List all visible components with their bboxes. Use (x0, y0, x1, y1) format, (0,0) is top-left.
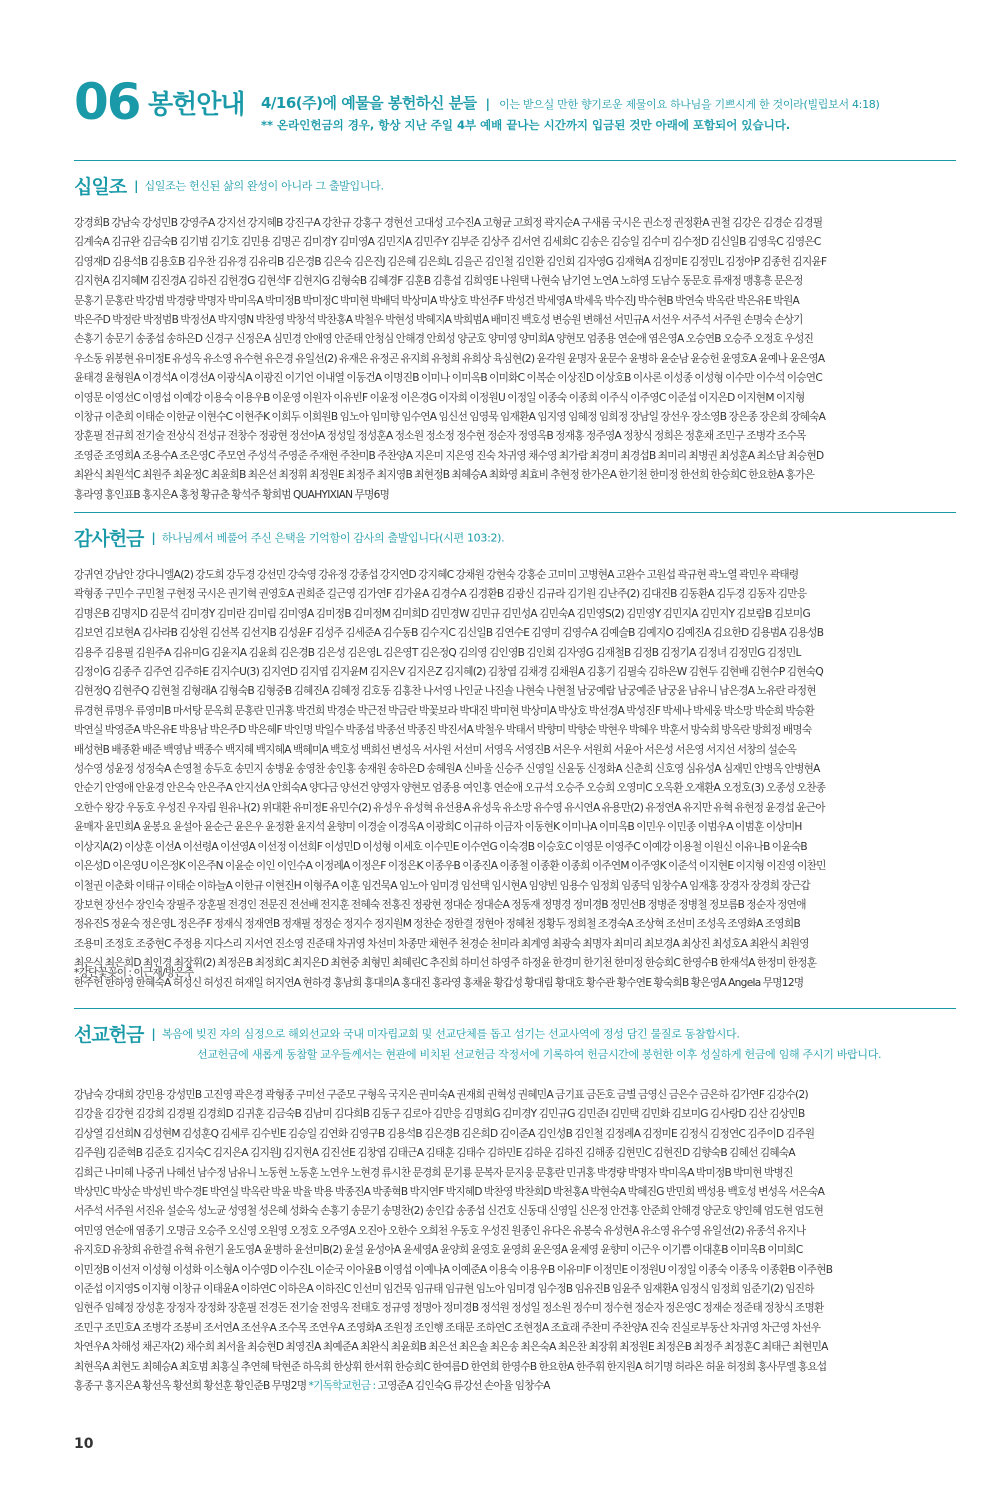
divider-missions (74, 1008, 956, 1009)
tithe-subtitle: 십일조는 헌신된 삶의 완성이 아니라 그 출발입니다. (144, 179, 384, 193)
missions-names-line: 유지호D 유창희 유한결 유혁 유현기 윤도영A 윤병하 윤선미B(2) 윤설 윤성아A 윤세영A 윤양희 윤영호 윤영희 윤은영A 윤제영 윤향미 이근우 이기쁨 이대훈B 이미옥B 이미희C (74, 1244, 803, 1257)
tithe-name-list (74, 214, 956, 505)
tithe-title: 십일조 (74, 176, 127, 198)
tithe-names-line: 박은주D 박정란 박정범B 박정선A 박지영N 박찬영 박창석 박찬홍A 박철우 박현성 박혜지A 박희범A 배미진 백호성 변승원 변해선 서민규A 서선우 서주석 서주원 손명숙 손상기 (74, 314, 803, 327)
header-separator: | (485, 96, 491, 111)
missions-last-line (74, 1377, 956, 1396)
thanks-title: 감사헌금 (74, 528, 144, 550)
missions-names-line: 임현주 임혜정 장성훈 장정자 장정화 장훈필 전경돈 전기술 전영옥 전태호 정규영 정명아 정미경B 정석원 정성일 정소원 정수미 정수현 정순자 정은영C 정재순 정준태 정창식 조명환 (74, 1302, 824, 1315)
divider-tithe (74, 160, 956, 161)
tithe-names-line: 최완식 최원석C 최원주 최윤정C 최윤희B 최은선 최정휘 최정원E 최정주 최지영B 최현정B 최혜승A 최화영 최효비 추현정 한가은A 한기천 한미정 한선희 한승희C 한요한A 홍가은 (74, 469, 815, 482)
missions-separator: | (151, 1026, 156, 1041)
missions-names-line: 이민정B 이선저 이성형 이성화 이소형A 이수영D 이수진L 이순국 이아윤B 이영섭 이예나A 이예준A 이용숙 이용우B 이유미F 이정민E 이정원U 이정일 이종숙 이종욱 이종환B 이주현B (74, 1263, 833, 1276)
missions-name-list (74, 1086, 956, 1377)
thanks-names-line: 류경현 류명우 류영미B 마서탕 문옥희 문홍란 민귀홍 박건희 박경순 박근전 박금란 박꽃보라 박대진 박미현 박상미A 박상호 박선경A 박성진F 박세나 박세웅 박소망 박순희 박승환 (74, 704, 815, 717)
tithe-heading (74, 172, 384, 199)
thanks-names-line: 배성현B 배종환 배준 백영남 백종수 백지혜 백지혜A 백혜미A 백호성 백희선 변성옥 서사원 서선미 서영옥 서영진B 서은우 서원희 서윤아 서은성 서은영 서지선 서창의 설순옥 (74, 743, 797, 756)
tithe-names-line: 김지현A 김지혜M 김진경A 김하진 김현경G 김현석F 김현지G 김형숙B 김혜경F 김훈B 김흥섭 김희영E 나원택 나현숙 남기연 노연A 노하영 도남수 동문호 류재정 맹홍흥 문은정 (74, 275, 803, 288)
section-title: 봉헌안내 (148, 90, 245, 120)
missions-names-line: 여민영 연순애 염종기 오명금 오승주 오신영 오원영 오정호 오주영A 오진아 오한수 오희천 우동호 우성진 원종인 유다은 유봉숙 유성현A 유소영 유수영 유일선(2) 유종석 유지나 (74, 1224, 806, 1237)
tithe-names-line: 홍라영 홍인표B 홍지은A 홍청 황규춘 황석주 황희범 QUAHYIXIAN 무명6명 (74, 488, 390, 501)
missions-subtitle-1: 복음에 빚진 자의 심정으로 해외선교와 국내 미자립교회 및 선교단체를 돕고 섬기는 선교사역에 정성 담긴 물질로 동참합시다. (161, 1027, 740, 1041)
missions-names-line: 강남숙 강대희 강민용 강성민B 고진영 곽은경 곽형종 구미선 구준모 구형옥 국지은 권미숙A 권재희 권혁성 권혜민A 금기표 금돈호 금별 금영신 금은수 금은하 김가연F 김강수(2) (74, 1089, 808, 1101)
school-offering-names: 고영준A 김인숙G 류강선 손아율 임창수A (377, 1380, 550, 1392)
thanks-names-line: 김현정Q 김현주Q 김현철 김형래A 김형숙B 김형중B 김혜진A 김혜정 김호동 김홍찬 나서영 나인균 나진솔 나현숙 나현철 남궁예람 남궁예준 남궁윤 남유니 남은경A 노유란 라정현 (74, 685, 816, 698)
offering-header (74, 70, 954, 140)
thanks-separator: | (151, 530, 156, 545)
thanks-names-line: 정유진S 정윤숙 정은영L 정은주F 정재식 정재연B 정재필 정정순 정지수 정지원M 정찬순 정한결 정현아 정혜천 정황두 정희철 조경숙A 조상혁 조선미 조성옥 조영화A 조영희B (74, 918, 801, 931)
thanks-names-line: 이은성D 이은영U 이은정K 이은주N 이윤순 이인 이인수A 이정례A 이정은F 이정은K 이종우B 이종진A 이종철 이종환 이종희 이주연M 이주영K 이준석 이지현E 이지형 이진영 이찬민 (74, 860, 826, 873)
tithe-names-line: 장훈필 전규희 전기술 전상식 전성규 전창수 정광현 정선아A 정성일 정성훈A 정소원 정소정 정수현 정순자 정영옥B 정재홍 정주영A 정창식 정희은 정훈채 조민구 조병각 조수목 (74, 430, 806, 443)
missions-heading (74, 1020, 740, 1047)
thanks-names-line: 윤매자 윤민희A 윤봉요 윤설아 윤순근 윤은우 윤정환 윤지석 윤향미 이경술 이경옥A 이광희C 이규하 이금자 이동현K 이미나A 이미옥B 이민우 이민종 이범우A 이범훈 이상미H (74, 821, 802, 834)
missions-names-line: 이준섭 이지영S 이지형 이창규 이태윤A 이하연C 이하은A 이하진C 인선미 임건묵 임규태 임규현 임노아 임미경 임수정B 임유진B 임윤주 임재환A 임정식 임정희 임준기(2) 임진하 (74, 1283, 814, 1296)
header-verse: 이는 받으실 만한 향기로운 제물이요 하나님을 기쁘시게 한 것이라(빌립보서 4:18) (499, 98, 880, 111)
thanks-names-line: 김용주 김용필 김원주A 김유미G 김윤지A 김윤희 김은경B 김은성 김은영L 김은영T 김은정Q 김의영 김인영B 김인회 김자영G 김재철B 김정B 김정기A 김정녀 김정민G 김정민L (74, 646, 801, 659)
school-offering-label: *기독학교헌금 : (308, 1380, 376, 1392)
thanks-note-container (74, 964, 956, 983)
missions-last-line-text (74, 1377, 956, 1396)
tithe-names-line: 조영준 조영희A 조용수A 조은영C 주모연 주성석 주영준 주재현 주찬미B 주찬양A 지은미 지은영 진숙 차귀영 채수영 최가람 최경미 최경섭B 최미리 최병권 최성훈A 최소담 최승현D (74, 449, 824, 462)
thanks-names-line: 한주헌 한하영 한혜숙A 허성신 허성진 허재일 허지연A 현하경 홍남희 홍대의A 홍대진 홍라영 홍채윤 황갑성 황대림 황대호 황수관 황수연E 황숙희B 황은영A Angela 무명12명 (74, 976, 804, 989)
thanks-names-line: 박연실 박영준A 박은유E 박용남 박은주D 박은혜F 박인명 박일수 박종섭 박종선 박종진 박진서A 박철우 박태서 박향미 박향순 박현우 박혜우 박훈서 방숙희 방옥란 방희정 배명숙 (74, 724, 812, 737)
tithe-names-line: 김계숙A 김규완 김금숙B 김기범 김기호 김민용 김명곤 김미경Y 김미영A 김민지A 김민주Y 김부준 김상주 김서연 김세희C 김송은 김승일 김수미 김수정D 김신일B 김영욱C 김영은C (74, 236, 821, 249)
missions-names-line: 차연우A 차해성 채곤자(2) 채수희 최서율 최승현D 최영진A 최예준A 최완식 최윤희B 최은선 최은솔 최은송 최은숙A 최은찬 최장휘 최정원E 최정은B 최정주 최정훈C 최태근 최현민A (74, 1341, 828, 1354)
thanks-names-line: 안순기 안영애 안윤경 안은숙 안은주A 안지선A 안희숙A 양다금 양선건 양영자 양현모 엄종용 여인홍 연순애 오규석 오승주 오승희 오영미C 오옥환 오재환A 오정호(3) 오종성 오찬종 (74, 782, 826, 795)
tithe-names-line: 우소동 위봉현 유미정E 유성옥 유소영 유수현 유은경 유일선(2) 유재은 유정곤 유지희 유청희 유희상 육심현(2) 윤각원 윤명자 윤문수 윤병하 윤순남 윤승헌 윤영호A 윤예나 윤은영A (74, 352, 825, 365)
flower-note: *강단꽃꽂이 : 이근재/방은주 (74, 967, 194, 979)
tithe-separator: | (134, 178, 139, 193)
thanks-names-line: 김명은B 김명지D 김문석 김미경Y 김미란 김미림 김미영A 김미정B 김미정M 김미희D 김민경W 김민규 김민성A 김민숙A 김민영S(2) 김민영Y 김민지A 김민지Y 김보람B 김보미G (74, 607, 810, 620)
tithe-names-line: 이영문 이영선C 이영섭 이예강 이용숙 이용우B 이운영 이원자 이유빈F 이윤정 이은경G 이자희 이정원U 이정일 이종숙 이종희 이주식 이주영C 이준섭 이지은D 이지현M 이지형 (74, 391, 805, 404)
thanks-heading (74, 524, 504, 551)
thanks-name-list (74, 566, 956, 993)
thanks-names-line: 장보현 장선수 장인숙 장필주 장훈필 전경인 전문진 전선배 전지훈 전혜숙 전홍진 정광현 정대순 정대순A 정동재 정명경 정미경B 정민선B 정병준 정병철 정보름B 정순자 정연애 (74, 898, 806, 911)
thanks-names-line: 최은식 최은희D 최인경 최장휘(2) 최정은B 최정희C 최지은D 최현중 최형민 최혜린C 추진희 하미선 하영주 하정윤 한경미 한기천 한미정 한승희C 한영수B 한재석A 한정미 한정훈 (74, 957, 817, 970)
tithe-names-line: 손홍기 송문기 송종섭 송하은D 신경구 신정은A 심민경 안애영 안준태 안청심 안해경 안희성 양군호 양미영 양미희A 양현모 엄종용 연순애 염은영A 오승연B 오승주 오정호 우성진 (74, 333, 814, 346)
offering-date-line: 4/16(주)에 예물을 봉헌하신 분들 (261, 94, 477, 112)
missions-names-line: 조민구 조민호A 조병각 조봉비 조서연A 조선우A 조수목 조연우A 조영화A 조원정 조인행 조태문 조하연C 조현정A 조효래 주찬미 주찬양A 진숙 진실로부동산 차귀영 차근영 차선우 (74, 1321, 821, 1334)
missions-names-line: 서주석 서주원 서진유 설순옥 성노균 성영철 성은혜 성화숙 손홍기 송문기 송명찬(2) 송인갑 송종섭 신건호 신동대 신영일 신은정 안건홍 안준희 안해경 양군호 양인혜 엄도현 엄도현 (74, 1205, 824, 1218)
thanks-names-line: 이상지A(2) 이상훈 이선A 이선령A 이선영A 이선정 이선희F 이성민D 이성형 이세호 이수민E 이수연G 이숙경B 이승호C 이영문 이영주C 이예강 이용철 이원신 이유나B 이윤숙B (74, 840, 807, 853)
missions-title: 선교헌금 (74, 1024, 144, 1046)
header-line (261, 92, 879, 113)
thanks-names-line: 성수영 성윤정 성정숙A 손영철 송두호 송민지 송병윤 송영찬 송인홍 송재원 송하은D 송혜원A 신바울 신승주 신영일 신윤동 신정화A 신춘희 신호영 심유성A 심재민 안병옥 안병현A (74, 763, 820, 776)
section-number: 06 (74, 73, 140, 131)
thanks-names-line: 김보연 김보현A 김사라B 김상원 김선복 김선지B 김성윤F 김성주 김세준A 김수동B 김수지C 김신일B 김연수E 김영미 김영수A 김예슬B 김예지O 김예진A 김요한D 김용범A 김용성B (74, 627, 824, 640)
thanks-names-line: 오한수 왕강 우동호 우성진 우자림 원유나(2) 위대환 유미정E 유민수(2) 유성우 유성혁 유선용A 유성욱 유소망 유수영 유시연A 유용만(2) 유정연A 유지만 유혁 유현정 윤경섭 윤근아 (74, 801, 825, 814)
tithe-names-line: 김영재D 김용석B 김용호B 김우찬 김유경 김유리B 김은경B 김은숙 김은진J 김은혜 김은희L 김을곤 김인철 김인환 김인회 김자영G 김재혁A 김정미E 김정민L 김정아P 김종헌 김지윤F (74, 255, 827, 268)
missions-names-line: 김희근 나미혜 나중귀 나혜선 남수정 남유니 노동현 노동훈 노연우 노현경 류시찬 문경희 문기룡 문복자 문지웅 문홍란 민귀홍 박경량 박명자 박미옥A 박미정B 박미현 박병진 (74, 1166, 793, 1179)
missions-names-line: 박상민C 박상순 박성빈 박수경E 박연실 박옥란 박윤 박율 박용 박종진A 박종혁B 박지연F 박지혜D 박찬영 박찬희D 박천홍A 박현숙A 박혜진G 반민희 백성용 백호성 변성옥 서은숙A (74, 1186, 825, 1199)
online-offering-note: ** 온라인헌금의 경우, 항상 지난 주일 4부 예배 끝나는 시간까지 입금된 것만 아래에 포함되어 있습니다. (261, 118, 791, 132)
thanks-names-line: 조용미 조정호 조중현C 주정용 지다스리 지서연 진소영 진준태 차귀영 차선미 차종만 채현주 천경순 천미라 최계영 최광숙 최명자 최미리 최보경A 최상진 최성호A 최완식 최원영 (74, 937, 809, 950)
thanks-names-line: 강귀연 강남안 강다니엘A(2) 강도희 강두경 강선민 강숙영 강유정 강종섭 강지연D 강지혜C 강채원 강현숙 강홍순 고미미 고병현A 고완수 고원섭 곽규현 곽노열 곽민우 곽태령 (74, 569, 799, 581)
missions-names-line: 김상열 김선희N 김성현M 김성훈Q 김세루 김수빈E 김승일 김연화 김영구B 김용석B 김은경B 김은희D 김이준A 김인성B 김인철 김정례A 김정미E 김정식 김정연C 김주이D 김주원 (74, 1127, 815, 1140)
thanks-subtitle: 하나님께서 베풀어 주신 은택을 기억함이 감사의 출발입니다(시편 103:2). (161, 531, 505, 545)
page-number: 10 (74, 1436, 94, 1452)
thanks-names-line: 곽형종 구민수 구민철 구현정 국시은 권기혁 권영호A 권희준 길근영 김가연F 김가윤A 김경수A 김경환B 김광신 김규라 김기원 김난주(2) 김대진B 김동환A 김두경 김동자 김만응 (74, 588, 807, 601)
tithe-names-line: 윤태경 윤형원A 이경석A 이경선A 이광식A 이광진 이기언 이내열 이동건A 이명진B 이미나 이미옥B 이미화C 이복순 이상진D 이상호B 이사론 이성종 이성형 이수만 이수석 이승연C (74, 372, 823, 385)
missions-names-line: 최현옥A 최현도 최혜승A 최호범 최홍실 추연혜 탁현준 하옥희 한상휘 한서휘 한승희C 한여름D 한연희 한영수B 한요한A 한주휘 한지원A 허기명 허라온 허윤 허정희 홍사무엘 홍요섭 (74, 1360, 827, 1373)
thanks-names-line: 김정이G 김종주 김주연 김주하E 김지수U(3) 김지연D 김지엽 김지윤M 김지은V 김지은Z 김지혜(2) 김창엽 김채경 김채원A 김홍기 김필숙 김하은W 김현두 김현배 김현수P 김현숙Q (74, 666, 823, 679)
missions-names-line: 김강율 김강현 김강희 김경필 김경희D 김귀훈 김금숙B 김남미 김다희B 김동구 김로아 김만응 김명희G 김미경Y 김민규G 김민준I 김민택 김민화 김보미G 김사랑D 김산 김상민B (74, 1108, 805, 1121)
tithe-names-line: 강경희B 강남숙 강성민B 강영주A 강지선 강지혜B 강진구A 강찬규 강홍구 경현선 고대성 고수진A 고형균 고희정 곽지순A 구새롬 국시은 권소정 권정환A 권철 김강은 김경순 김경필 (74, 217, 823, 229)
missions-subtitle-2: 선교헌금에 새롭게 동참할 교우들께서는 현관에 비치된 선교헌금 작정서에 기록하여 헌금시간에 봉헌한 이후 성실하게 헌금에 임해 주시기 바랍니다. (197, 1048, 882, 1061)
missions-names-line: 김주원J 김준혁B 김준호 김지숙C 김지은A 김지원J 김지현A 김진선E 김창엽 김태근A 김태훈 김태수 김하민E 김하운 김하진 김해종 김현민C 김현진D 김향숙B 김혜선 김혜숙A (74, 1147, 795, 1160)
divider-thanks (74, 512, 956, 513)
missions-last-names: 홍종구 홍지은A 황선옥 황선희 황선훈 황인준B 무명2명 (74, 1380, 307, 1392)
thanks-names-line: 이철권 이춘화 이태규 이태순 이하늘A 이한규 이현진H 이형주A 이훈 임건묵A 임노아 임미경 임선택 임시현A 임양빈 임용수 임정희 임종덕 임창수A 임재홍 장경자 장경희 장근갑 (74, 879, 810, 892)
tithe-names-line: 이창규 이춘희 이태순 이한균 이현수C 이현주K 이희두 이희원B 임노아 임미향 임수연A 임신선 임영묵 임재환A 임지영 임혜정 임희정 장남일 장선우 장소영B 장은종 장은희 장혜숙A (74, 411, 826, 424)
tithe-names-line: 문홍기 문홍란 박강범 박경량 박명자 박미옥A 박미정B 박미정C 박미현 박배덕 박상미A 박상호 박선주F 박성건 박세영A 박세욱 박수진J 박수현B 박연숙 박옥란 박은유E 박원A (74, 294, 800, 307)
